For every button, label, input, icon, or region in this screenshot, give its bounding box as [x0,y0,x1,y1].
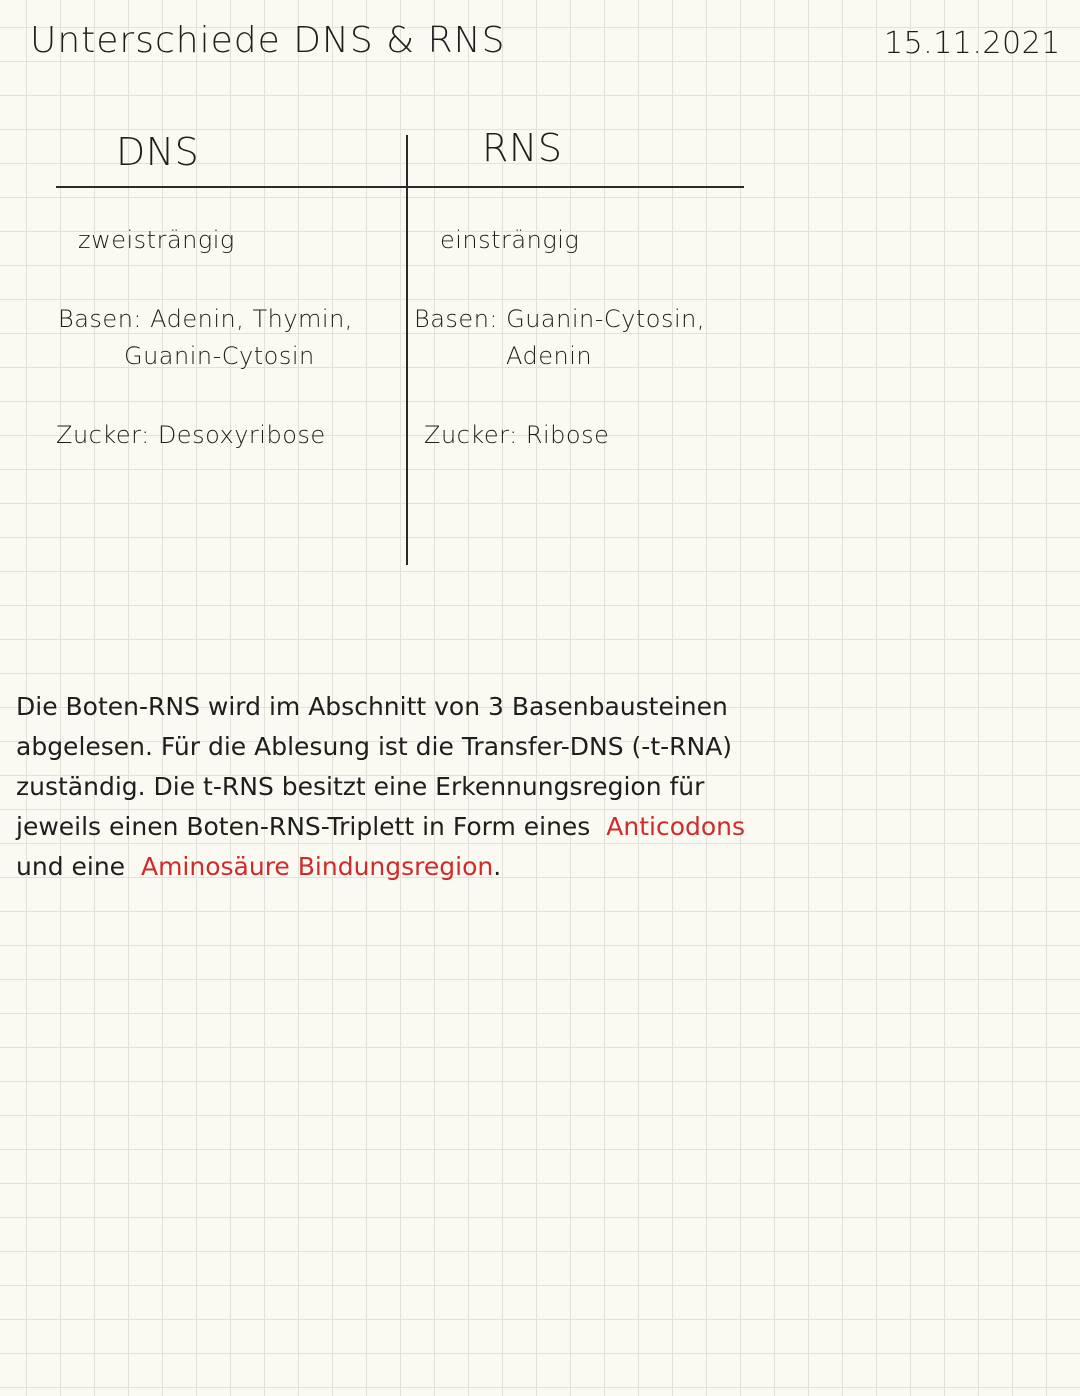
rns-strands: einsträngig [440,226,580,254]
paragraph-line-3: zuständig. Die t-RNS besitzt eine Erkennungsregion für [16,772,705,801]
dns-sugar: Zucker: Desoxyribose [56,421,326,449]
dns-bases-line1: Basen: Adenin, Thymin, [58,305,353,333]
paragraph-end-period: . [493,852,502,881]
dns-strands: zweisträngig [78,226,235,254]
column-header-rns: RNS [482,126,563,170]
paragraph-line-4-text: jeweils einen Boten-RNS-Triplett in Form eines [16,812,591,841]
paragraph-line-5-text: und eine [16,852,126,881]
note-title: Unterschiede DNS & RNS [30,20,506,61]
table-header-rule [56,186,744,188]
rns-bases-line1: Basen: Guanin-Cytosin, [414,305,705,333]
rns-sugar: Zucker: Ribose [424,421,610,449]
term-anticodons: Anticodons [606,812,746,841]
dns-bases-line2: Guanin-Cytosin [124,342,315,370]
table-column-divider [406,135,408,565]
paragraph-line-5 [16,847,1066,887]
paragraph-line-1: Die Boten-RNS wird im Abschnitt von 3 Basenbausteinen [16,692,728,721]
paragraph-line-2: abgelesen. Für die Ablesung ist die Transfer-DNS (-t-RNA) [16,732,733,761]
paragraph-line-4 [16,807,1066,847]
term-amino-acid-binding-region: Aminosäure Bindungsregion [140,852,494,881]
explanation-paragraph [16,687,1066,887]
rns-bases-line2: Adenin [506,342,593,370]
note-date: 15.11.2021 [884,26,1061,61]
column-header-dns: DNS [116,130,200,174]
